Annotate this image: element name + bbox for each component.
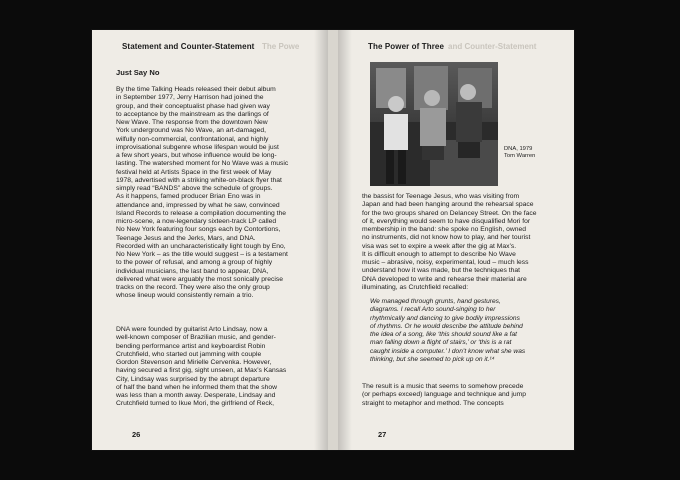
- right-page: [338, 30, 574, 450]
- page-number: 26: [132, 430, 141, 439]
- body-paragraph: the bassist for Teenage Jesus, who was visiting from Japan and had been hanging around the rehearsal space for the two groups shared on Delancey Street. On the face of it, everything would seem to have disqualified Mori for membership in the band: she spoke no English, owned no instruments, did not know how to play, and her tourist visa was set to expire a week after the gig at Max’s. It is difficult enough to attempt to describe No Wave music – abrasive, noisy, experimental, loud – much less understand how it was made, but the techniques that DNA developed to write and rehearse their material are illuminating, as Crutchfield recalled:: [362, 193, 537, 291]
- open-book: [92, 30, 574, 450]
- show-through-heading: The Powe: [262, 42, 300, 51]
- running-head-right: The Power of Three: [368, 42, 445, 51]
- show-through-heading: and Counter-Statement: [448, 42, 537, 51]
- gutter-shadow: [338, 30, 352, 450]
- band-photo-image: [370, 62, 498, 186]
- photo-caption: DNA, 1979 Tom Warren: [504, 146, 536, 160]
- block-quote: We managed through grunts, hand gestures, diagrams. I recall Arto sound-singing to her rhythmically and dancing to give bodily impressions of rhythms. Or he would describe the attitude behind the idea of a song, like ‘this should sound like a fat man falling down a flight of stairs,’ or ‘this is a rat caught inside a computer.’ I don’t know what she was thinking, but she seemed to pick up on it.¹⁴: [370, 298, 526, 363]
- left-page: [92, 30, 328, 450]
- running-head-left: Statement and Counter-Statement: [122, 42, 255, 51]
- section-title: Just Say No: [116, 68, 160, 77]
- body-paragraph: The result is a music that seems to somehow precede (or perhaps exceed) language and technique and jump straight to metaphor and method. The concepts: [362, 383, 526, 407]
- band-photo: [370, 62, 498, 186]
- body-paragraph: DNA were founded by guitarist Arto Lindsay, now a well-known composer of Brazilian music, and gender- bending performance artist and keyboardist Robin Crutchfield, who started out jamming with couple Gordon Stevenson and Mirielle Cervenka. However, having secured a first gig, sight unseen, at Max’s Kansas City, Lindsay was surprised by the abrupt departure of half the band when he informed them that the show was less than a month away. Desperate, Lindsay and Crutchfield turned to Ikue Mori, the girlfriend of Reck,: [116, 326, 287, 408]
- page-number: 27: [378, 430, 387, 439]
- body-paragraph: By the time Talking Heads released their debut album in September 1977, Jerry Harrison had joined the group, and their conceptualist phase had given way to acceptance by the mainstream as the darlings of New Wave. The response from the downtown New York underground was No Wave, an art-damaged, wilfully non-commercial, confrontational, and highly improvisational subgenre whose lifespan would be just a few short years, but whose influence would be long- lasting. The watershed moment for No Wave was a music festival held at Artists Space in the first week of May 1978, advertised with a striking white-on-black flyer that simply read “BANDS” above the schedule of groups. As it happens, famed producer Brian Eno was in attendance and, impressed by what he saw, convinced Island Records to release a compilation documenting the micro-scene, a now-legendary sixteen-track LP called No New York featuring four songs each by Contortions, Teenage Jesus and the Jerks, Mars, and DNA. Recorded with an uncharacteristically light tough by Eno, No New York – as the title would suggest – is a testament to the power of refusal, and among a group of highly individual musicians, the last band to appear, DNA, delivered what were arguably the most sonically precise tracks on the record. They were also the only group whose lineup would consistently remain a trio.: [116, 86, 289, 300]
- gutter-shadow: [314, 30, 328, 450]
